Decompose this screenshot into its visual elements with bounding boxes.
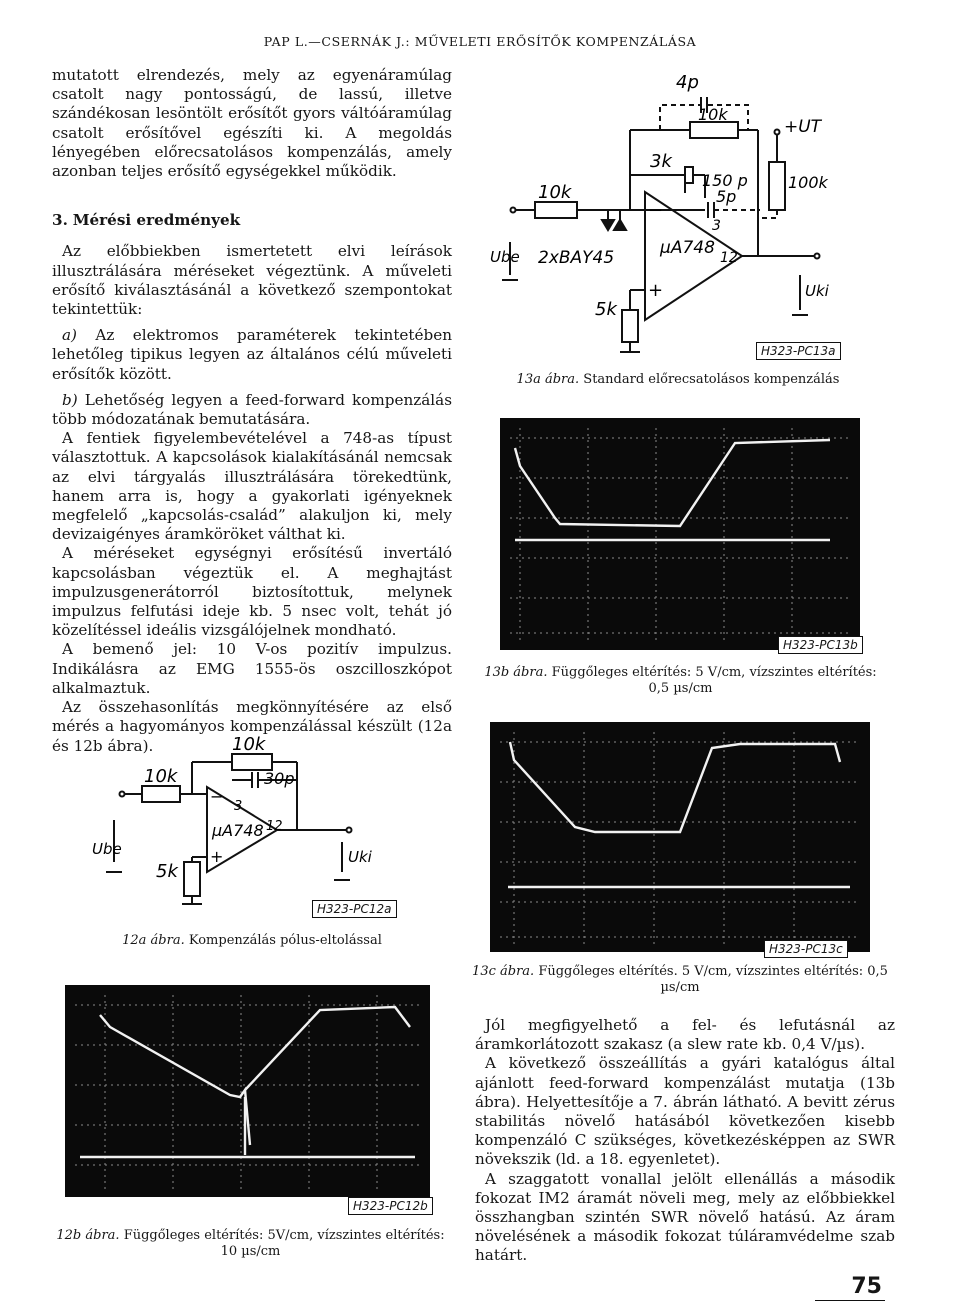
resistor [535,202,577,218]
paragraph: A méréseket egységnyi erősítésű invertáló kapcsolásban végeztük el. A meghajtást impulzusgenerátorról biztosítottuk, melynek impulzus felfutási ideje kb. 5 nsec volt, tehát jó közelítéssel ideális vizsgálójelnek mondható. [52,544,452,640]
label-r-ground: 5k [595,299,617,320]
figure-13b-oscillogram [500,418,860,650]
figure-13c-stamp: H323-PC13c [764,940,848,958]
paragraph: A fentiek figyelembevételével a 748-as típust választottuk. A kapcsolások kialakításánál nemcsak az elvi tárgyalás illusztrálására törekedtünk, hanem arra is, hogy a gyakorlati igényeknek megfelelő „kapcsolás-család” alakuljon ki, mely devizaigényes áramköröket válthat ki. [52,429,452,544]
label-c150: 150 p [702,171,748,190]
label-pin12: 12 [720,250,738,266]
paragraph: Az előbbiekben ismertetett elvi leírások illusztrálására méréseket végeztünk. A műveleti erősítő kiválasztásánál a következő szempontokat tekintettük: [52,242,452,319]
caption-text: Függőleges eltérítés. 5 V/cm, vízszintes eltérítés: 0,5 µs/cm [538,964,888,995]
list-item-b [52,391,452,429]
caption-label: 13b ábra. [484,665,548,680]
label-plus: + [648,280,664,301]
item-text: Lehetőség legyen a feed-forward kompenzálás több módozatának bemutatására. [52,390,453,429]
label-minus: − [210,787,224,806]
item-label: b) [62,390,78,409]
label-diodes: 2xBAY45 [538,248,615,268]
label-minus: − [648,200,664,221]
resistor [142,786,180,802]
label-r-input: 10k [538,182,572,203]
label-c-feedback: 30p [264,769,295,788]
resistor [184,862,200,896]
caption-label: 12b ábra. [56,1228,120,1243]
label-pin3: 3 [712,218,721,234]
figure-12b-stamp: H323-PC12b [348,1197,433,1215]
spacer [52,319,452,326]
label-opamp: µA748 [212,821,264,840]
section-number: 3. [52,211,68,230]
spacer [52,384,452,391]
figure-13a-stamp: H323-PC13a [756,342,841,360]
paragraph: A szaggatott vonallal jelölt ellenállás a második fokozat IM2 áramát növeli meg, mely az előbbiekkel összhangban szintén SWR növelő hatású. Az áram növelésének a második fokozat túláramvédelme szab határt. [475,1169,895,1265]
list-item-a [52,326,452,384]
figure-12b-oscillogram [65,985,430,1197]
label-u-out: Uki [348,848,372,866]
label-r-top: 10k [698,105,728,124]
resistor [685,167,693,183]
caption-text: Függőleges eltérítés: 5V/cm, vízszintes eltérítés: 10 µs/cm [123,1228,445,1259]
figure-12a-stamp: H323-PC12a [312,900,397,918]
label-u-in: Ube [490,248,520,266]
intro-paragraph: mutatott elrendezés, mely az egyenáramúlag csatolt nagy pontosságú, de lassú, illetve szándékosan lesöntölt erősítőt gyors váltóáramúlag csatolt erősítővel egészíti ki. A megoldás lényegében előrecsatolásos kompenzálás, amely azonban teljes erősítő egységekkel működik. [52,66,452,181]
section-title: Mérési eredmények [72,211,241,230]
resistor [690,122,738,138]
figure-13c-caption [465,964,895,996]
spacer [52,181,452,211]
label-plus: + [210,847,224,866]
caption-text: Kompenzálás pólus-eltolással [188,933,382,948]
caption-text: Standard előrecsatolásos kompenzálás [583,372,840,387]
caption-label: 13c ábra. [472,964,535,979]
label-pin12: 12 [266,819,283,834]
label-r-supply: 100k [788,173,828,192]
figure-12a-caption [52,933,452,949]
label-r-mid: 3k [650,151,672,172]
figure-13b-stamp: H323-PC13b [778,636,863,654]
left-column [52,66,452,756]
resistor [769,162,785,210]
running-header: PAP L.—CSERNÁK J.: MŰVELETI ERŐSÍTŐK KOMPENZÁLÁSA [263,34,697,49]
paragraph: Jól megfigyelhető a fel- és lefutásnál az áramkorlátozott szakasz (a slew rate kb. 0,4 V/µs). [475,1016,895,1054]
label-u-in: Ube [92,840,122,858]
paragraph: A következő összeállítás a gyári katalógus által ajánlott feed-forward kompenzálást mutatja (13b ábra). Helyettesítője a 7. ábrán látható. A bevitt zérus stabilitás növelő hatásából következően kisebb kompenzáló C szükséges, következésképpen az SWR növekszik (ld. a 18. egyenletet). [475,1054,895,1169]
caption-label: 12a ábra. [122,933,185,948]
label-c5: 5p [716,187,737,206]
spacer [52,230,452,242]
resistor [232,754,272,770]
figure-12a-schematic [92,732,432,922]
figure-13b-caption [478,665,883,697]
section-heading [52,211,452,230]
paragraph: A bemenő jel: 10 V-os pozitív impulzus. Indikálásra az EMG 1555-ös oszcilloszkópot alkalmaztuk. [52,640,452,697]
right-column [475,1016,895,1266]
label-u-out: Uki [805,282,829,300]
caption-text: Függőleges eltérítés: 5 V/cm, vízszintes eltérítés: 0,5 µs/cm [551,665,877,696]
label-opamp: µA748 [660,238,715,258]
figure-13a-schematic [480,70,880,360]
figure-12b-caption [48,1228,453,1260]
label-r-feedback: 10k [232,734,266,755]
caption-label: 13a ábra. [516,372,580,387]
paragraph: Az összehasonlítás megkönnyítésére az első mérés a hagyományos kompenzálással készült (12a és 12b ábra). [52,698,452,755]
label-supply: +UT [784,117,822,137]
figure-13c-oscillogram [490,722,870,952]
label-pin3: 3 [234,799,243,814]
figure-13a-caption [478,372,878,388]
item-text: Az elektromos paraméterek tekintetében lehetőleg tipikus legyen az általános célú műveleti erősítők között. [52,326,453,383]
resistor [622,310,638,342]
label-r-input: 10k [144,766,178,787]
label-c-top: 4p [676,72,699,93]
page-number: 75 [851,1274,882,1299]
label-r-ground: 5k [156,861,178,882]
item-label: a) [62,326,77,345]
